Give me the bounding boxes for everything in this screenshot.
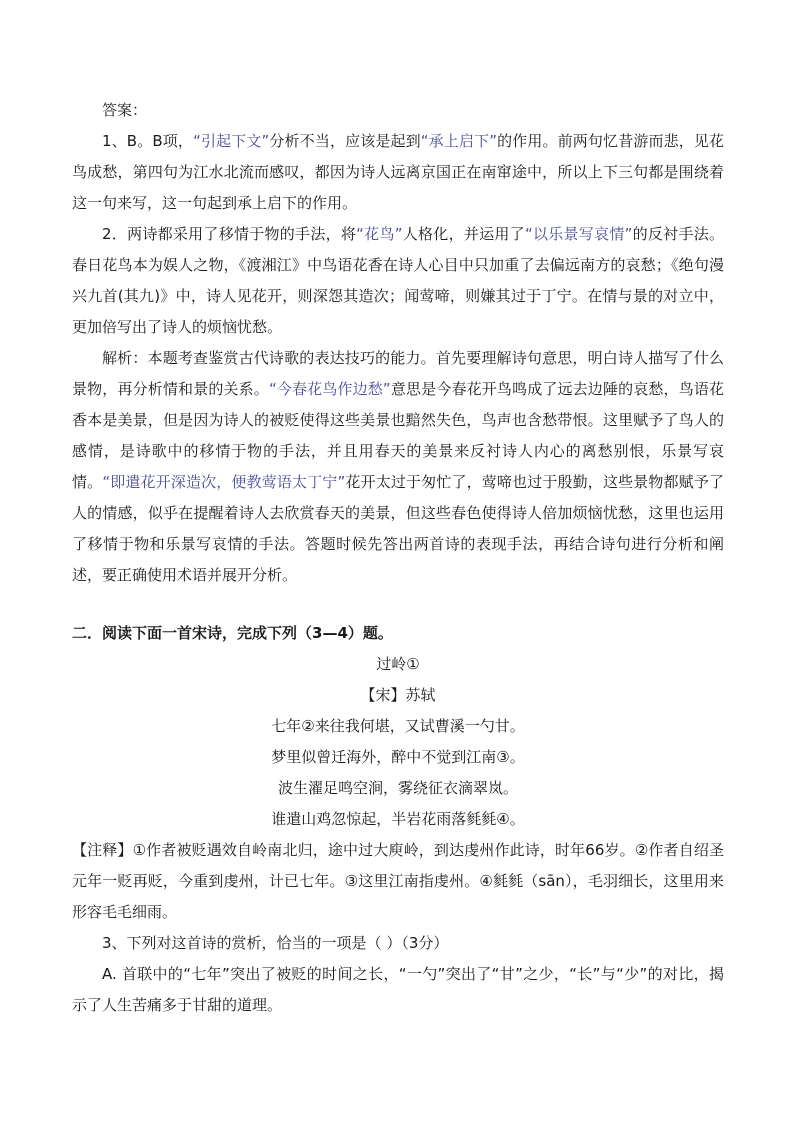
poem-notes: 【注释】①作者被贬遇效自岭南北归，途中过大庾岭，到达虔州作此诗，时年66岁。②作者自绍圣元年一贬再贬，今重到虔州，计已七年。③这里江南指虔州。④毵毵（sān），毛羽细长，这里用来形容毛毛细雨。	[72, 841, 724, 921]
answer-2-text-a: 2．两诗都采用了移情于物的手法，将	[102, 225, 357, 243]
answer-2-text-b: 人格化，并运用了	[402, 225, 525, 243]
poem-line: 波生濯足鸣空涧，雾绕征衣滴翠岚。	[277, 779, 518, 797]
answer-1-text-a: 1、B。B项，	[102, 132, 194, 150]
answer-1-quote-b: “承上启下”	[420, 132, 497, 150]
answer-2-text-c: 的反衬手法。春日花鸟本为娱人之物，《渡湘江》中鸟语花香在诗人心目中只加重了去偏远南方的哀愁；《绝句漫兴九首(其九)》中，诗人见花开，则深怨其造次；闻莺啼，则嫌其过于丁宁。在情与景的对立中，更加倍写出了诗人的烦恼忧愁。	[72, 225, 724, 336]
analysis-text-c: 花开太过于匆忙了，莺啼也过于殷勤，这些景物都赋予了人的情感，似乎在提醒着诗人去欣赏春天的美景，但这些春色使得诗人倍加烦恼忧愁，这里也运用了移情于物和乐景写哀情的手法。答题时候先答出两首诗的表现手法，再结合诗句进行分析和阐述，要正确使用术语并展开分析。	[72, 473, 724, 584]
answer-2-quote-a: “花鸟”	[356, 225, 403, 243]
analysis-quote-a: “今春花鸟作边愁”	[268, 380, 391, 398]
analysis-quote-b: “即遣花开深造次，便教莺语太丁宁”	[102, 473, 346, 491]
answer-1	[72, 126, 724, 219]
document-page	[72, 95, 724, 1021]
poem-line: 七年②来往我何堪，又试曹溪一勺甘。	[271, 717, 525, 735]
poem-title: 过岭①	[376, 655, 420, 673]
analysis	[72, 343, 724, 591]
analysis-text-a: 解析：本题考查鉴赏古代诗歌的表达技巧的能力。首先要理解诗句意思，明白诗人描写了什么景物，再分析情和景的关系。	[72, 349, 724, 398]
question-3-option-a: A. 首联中的“七年”突出了被贬的时间之长，“一勺”突出了“甘”之少，“长”与“少”的对比，揭示了人生苦痛多于甘甜的道理。	[72, 965, 724, 1014]
answer-2	[72, 219, 724, 343]
answer-1-text-b: 分析不当，应该是起到	[269, 132, 421, 150]
answer-2-quote-b: “以乐景写哀情”	[524, 225, 633, 243]
poem-line: 梦里似曾迁海外，醉中不觉到江南③。	[271, 748, 525, 766]
spacer	[72, 591, 724, 618]
analysis-text-b: 意思是今春花开鸟鸣成了远去边陲的哀愁，鸟语花香本是美景，但是因为诗人的被贬使得这些美景也黯然失色，鸟声也含愁带恨。这里赋予了鸟人的感情，是诗歌中的移情于物的手法，并且用春天的美景来反衬诗人内心的离愁别恨，乐景写哀情。	[72, 380, 724, 491]
question-3-stem: 3、下列对这首诗的赏析，恰当的一项是（ ）（3分）	[102, 934, 449, 952]
section-2-title: 二．阅读下面一首宋诗，完成下列（3—4）题。	[72, 624, 393, 642]
answer-label: 答案：	[102, 101, 148, 119]
answer-1-quote-a: “引起下文”	[193, 132, 270, 150]
poem-author: 【宋】苏轼	[360, 686, 436, 704]
answer-1-text-c: 的作用。前两句忆昔游而悲，见花鸟成愁，第四句为江水北流而感叹，都因为诗人远离京国正在南窜途中，所以上下三句都是围绕着这一句来写，这一句起到承上启下的作用。	[72, 132, 724, 212]
poem-line: 谁遣山鸡忽惊起，半岩花雨落毵毵④。	[271, 810, 525, 828]
